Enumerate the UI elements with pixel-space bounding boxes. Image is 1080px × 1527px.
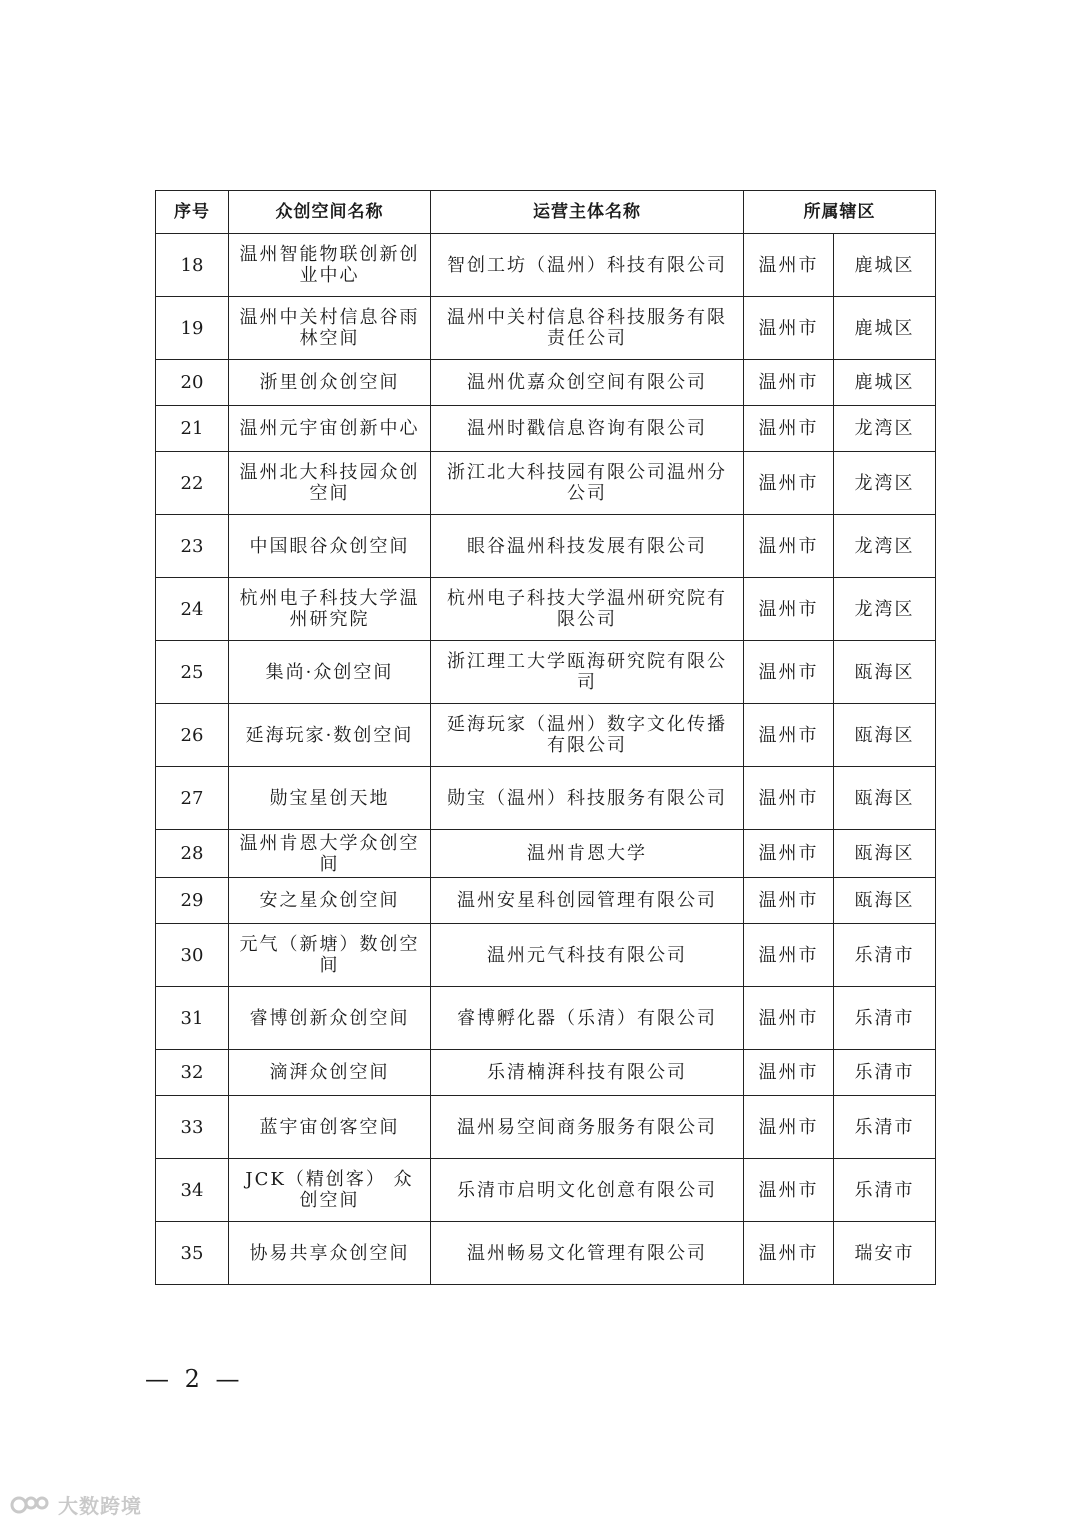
table-row [156, 515, 936, 578]
brand-logo-icon [10, 1494, 52, 1516]
maker-space-table [155, 190, 936, 1285]
row-name: 勋宝星创天地 [229, 767, 431, 830]
row-district: 乐清市 [834, 1159, 936, 1222]
row-name: 温州中关村信息谷雨林空间 [229, 297, 431, 360]
row-operator: 杭州电子科技大学温州研究院有限公司 [431, 578, 744, 641]
row-city: 温州市 [744, 704, 834, 767]
table-row [156, 1096, 936, 1159]
row-district: 龙湾区 [834, 578, 936, 641]
row-name: 浙里创众创空间 [229, 360, 431, 406]
row-district: 鹿城区 [834, 297, 936, 360]
table-row [156, 578, 936, 641]
header-district: 所属辖区 [744, 191, 936, 234]
row-city: 温州市 [744, 1159, 834, 1222]
row-district: 瑞安市 [834, 1222, 936, 1285]
row-district: 瓯海区 [834, 767, 936, 830]
row-operator: 温州元气科技有限公司 [431, 924, 744, 987]
table-row [156, 767, 936, 830]
row-no: 33 [156, 1096, 229, 1159]
row-city: 温州市 [744, 234, 834, 297]
row-district: 乐清市 [834, 1050, 936, 1096]
table-row [156, 1159, 936, 1222]
row-no: 26 [156, 704, 229, 767]
row-district: 乐清市 [834, 1096, 936, 1159]
row-operator: 勋宝（温州）科技服务有限公司 [431, 767, 744, 830]
row-operator: 温州畅易文化管理有限公司 [431, 1222, 744, 1285]
row-name: 安之星众创空间 [229, 878, 431, 924]
row-district: 龙湾区 [834, 406, 936, 452]
table-row [156, 987, 936, 1050]
row-city: 温州市 [744, 360, 834, 406]
row-city: 温州市 [744, 767, 834, 830]
page-number: — 2 — [145, 1365, 244, 1393]
document-table-container [155, 190, 935, 1285]
row-name: 滴湃众创空间 [229, 1050, 431, 1096]
table-row [156, 1222, 936, 1285]
row-city: 温州市 [744, 578, 834, 641]
row-city: 温州市 [744, 924, 834, 987]
row-district: 瓯海区 [834, 830, 936, 878]
row-name: 温州智能物联创新创业中心 [229, 234, 431, 297]
header-no: 序号 [156, 191, 229, 234]
table-row [156, 234, 936, 297]
table-row [156, 830, 936, 878]
row-operator: 温州中关村信息谷科技服务有限责任公司 [431, 297, 744, 360]
row-operator: 温州优嘉众创空间有限公司 [431, 360, 744, 406]
row-operator: 温州肯恩大学 [431, 830, 744, 878]
row-city: 温州市 [744, 987, 834, 1050]
row-name: 集尚·众创空间 [229, 641, 431, 704]
header-operator: 运营主体名称 [431, 191, 744, 234]
row-operator: 乐清楠湃科技有限公司 [431, 1050, 744, 1096]
row-no: 32 [156, 1050, 229, 1096]
row-city: 温州市 [744, 515, 834, 578]
row-city: 温州市 [744, 830, 834, 878]
row-no: 18 [156, 234, 229, 297]
row-no: 28 [156, 830, 229, 878]
table-row [156, 406, 936, 452]
table-row [156, 641, 936, 704]
row-city: 温州市 [744, 1096, 834, 1159]
row-operator: 智创工坊（温州）科技有限公司 [431, 234, 744, 297]
row-city: 温州市 [744, 1050, 834, 1096]
row-name: JCK（精创客） 众创空间 [229, 1159, 431, 1222]
row-district: 瓯海区 [834, 704, 936, 767]
row-city: 温州市 [744, 452, 834, 515]
row-no: 34 [156, 1159, 229, 1222]
row-no: 25 [156, 641, 229, 704]
row-operator: 浙江北大科技园有限公司温州分公司 [431, 452, 744, 515]
row-district: 鹿城区 [834, 234, 936, 297]
row-no: 20 [156, 360, 229, 406]
table-row [156, 360, 936, 406]
row-city: 温州市 [744, 641, 834, 704]
row-no: 35 [156, 1222, 229, 1285]
row-name: 温州北大科技园众创空间 [229, 452, 431, 515]
row-city: 温州市 [744, 1222, 834, 1285]
table-row [156, 297, 936, 360]
table-row [156, 452, 936, 515]
row-operator: 乐清市启明文化创意有限公司 [431, 1159, 744, 1222]
table-row [156, 704, 936, 767]
row-no: 22 [156, 452, 229, 515]
row-name: 睿博创新众创空间 [229, 987, 431, 1050]
row-name: 中国眼谷众创空间 [229, 515, 431, 578]
row-name: 协易共享众创空间 [229, 1222, 431, 1285]
table-row [156, 924, 936, 987]
row-no: 30 [156, 924, 229, 987]
row-operator: 温州安星科创园管理有限公司 [431, 878, 744, 924]
row-name: 温州元宇宙创新中心 [229, 406, 431, 452]
row-no: 24 [156, 578, 229, 641]
row-operator: 眼谷温州科技发展有限公司 [431, 515, 744, 578]
row-operator: 温州易空间商务服务有限公司 [431, 1096, 744, 1159]
row-name: 蓝宇宙创客空间 [229, 1096, 431, 1159]
row-name: 温州肯恩大学众创空间 [229, 830, 431, 878]
header-name: 众创空间名称 [229, 191, 431, 234]
row-operator: 睿博孵化器（乐清）有限公司 [431, 987, 744, 1050]
row-operator: 浙江理工大学瓯海研究院有限公司 [431, 641, 744, 704]
row-operator: 温州时戳信息咨询有限公司 [431, 406, 744, 452]
watermark [10, 1490, 142, 1519]
row-name: 延海玩家·数创空间 [229, 704, 431, 767]
table-row [156, 1050, 936, 1096]
row-no: 27 [156, 767, 229, 830]
row-name: 元气（新塘）数创空间 [229, 924, 431, 987]
row-city: 温州市 [744, 878, 834, 924]
row-district: 瓯海区 [834, 641, 936, 704]
row-city: 温州市 [744, 406, 834, 452]
row-no: 19 [156, 297, 229, 360]
row-district: 乐清市 [834, 924, 936, 987]
row-district: 龙湾区 [834, 515, 936, 578]
row-district: 龙湾区 [834, 452, 936, 515]
row-no: 29 [156, 878, 229, 924]
table-row [156, 878, 936, 924]
row-district: 瓯海区 [834, 878, 936, 924]
row-district: 鹿城区 [834, 360, 936, 406]
row-no: 21 [156, 406, 229, 452]
row-district: 乐清市 [834, 987, 936, 1050]
row-city: 温州市 [744, 297, 834, 360]
watermark-text: 大数跨境 [58, 1494, 142, 1518]
row-no: 23 [156, 515, 229, 578]
table-header-row [156, 191, 936, 234]
row-name: 杭州电子科技大学温州研究院 [229, 578, 431, 641]
row-no: 31 [156, 987, 229, 1050]
row-operator: 延海玩家（温州）数字文化传播有限公司 [431, 704, 744, 767]
